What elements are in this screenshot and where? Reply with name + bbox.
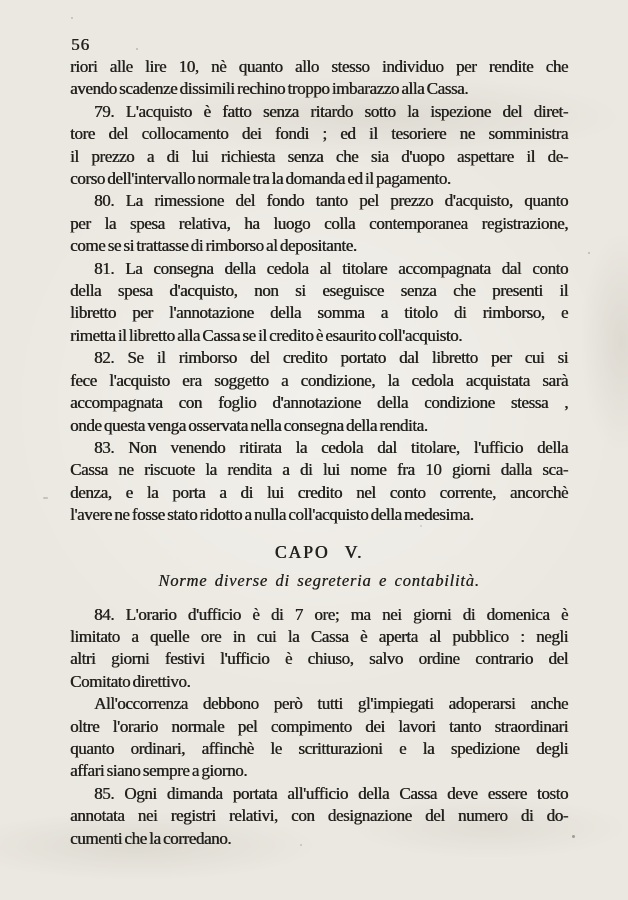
paragraph bbox=[70, 56, 568, 101]
text-block bbox=[70, 56, 568, 850]
text-line: corso dell'intervallo normale tra la domanda ed il pagamento. bbox=[70, 169, 451, 189]
text-line: fece l'acquisto era soggetto a condizione, la cedola acquistata sarà bbox=[70, 370, 568, 390]
paragraph bbox=[70, 258, 568, 348]
text-line: limitato a quelle ore in cui la Cassa è aperta al pubblico : negli bbox=[70, 626, 568, 646]
scan-speck bbox=[588, 252, 590, 254]
text-line: Comitato direttivo. bbox=[70, 671, 191, 691]
text-line: 81. La consegna della cedola al titolare accompagnata dal conto bbox=[94, 258, 568, 278]
scan-speck bbox=[71, 17, 73, 19]
chapter-heading: CAPO V. bbox=[274, 541, 364, 562]
text-line: per la spesa relativa, ha luogo colla contemporanea registrazione, bbox=[70, 213, 568, 233]
text-line: libretto per l'annotazione della somma a titolo di rimborso, e bbox=[70, 303, 568, 323]
text-line: avendo scadenze dissimili rechino troppo imbarazzo alla Cassa. bbox=[70, 79, 469, 99]
paragraph bbox=[70, 604, 568, 694]
text-line: quanto ordinari, affinchè le scritturazioni e la spedizione degli bbox=[70, 738, 568, 758]
text-line: oltre l'orario normale pel compimento dei lavori tanto straordinari bbox=[70, 716, 568, 736]
scan-speck bbox=[136, 48, 138, 50]
text-line: il prezzo a di lui richiesta senza che sia d'uopo aspettare il de- bbox=[70, 146, 568, 166]
text-line: rimetta il libretto alla Cassa se il credito è esaurito coll'acquisto. bbox=[70, 325, 463, 345]
text-line: 84. L'orario d'ufficio è di 7 ore; ma nei giorni di domenica è bbox=[94, 604, 568, 624]
page-number: 56 bbox=[71, 35, 90, 54]
chapter-subtitle: Norme diverse di segreteria e contabilità. bbox=[158, 570, 480, 590]
text-line: denza, e la porta a di lui credito nel conto corrente, ancorchè bbox=[70, 482, 568, 502]
text-line: accompagnata con foglio d'annotazione della condizione stessa , bbox=[70, 393, 568, 413]
paragraph bbox=[70, 693, 568, 783]
paragraph bbox=[70, 783, 568, 850]
text-line: affari siano sempre a giorno. bbox=[70, 761, 248, 781]
text-line: annotata nei registri relativi, con designazione del numero di do- bbox=[70, 806, 568, 826]
text-line: 85. Ogni dimanda portata all'ufficio della Cassa deve essere tosto bbox=[94, 783, 568, 803]
text-line: 82. Se il rimborso del credito portato dal libretto per cui si bbox=[94, 348, 568, 368]
scan-speck bbox=[43, 497, 48, 499]
text-line: Cassa ne riscuote la rendita a di lui nome fra 10 giorni dalla sca- bbox=[70, 460, 568, 480]
text-line: come se si trattasse di rimborso al depositante. bbox=[70, 236, 357, 256]
text-line: cumenti che la corredano. bbox=[70, 828, 232, 848]
text-line: della spesa d'acquisto, non si eseguisce senza che presenti il bbox=[70, 281, 568, 301]
scan-speck bbox=[420, 525, 422, 527]
text-line: 83. Non venendo ritirata la cedola dal titolare, l'ufficio della bbox=[94, 437, 568, 457]
paragraph bbox=[70, 190, 568, 257]
text-line: tore del collocamento dei fondi ; ed il tesoriere ne somministra bbox=[70, 124, 568, 144]
text-line: altri giorni festivi l'ufficio è chiuso, salvo ordine contrario del bbox=[70, 649, 568, 669]
text-line: All'occorrenza debbono però tutti gl'impiegati adoperarsi anche bbox=[94, 694, 568, 714]
text-line: 80. La rimessione del fondo tanto pel prezzo d'acquisto, quanto bbox=[94, 191, 568, 211]
text-line: onde questa venga osservata nella consegna della rendita. bbox=[70, 415, 428, 435]
text-line: l'avere ne fosse stato ridotto a nulla coll'acquisto della medesima. bbox=[70, 505, 474, 525]
paragraph bbox=[70, 437, 568, 527]
scan-speck bbox=[572, 835, 575, 838]
paragraph bbox=[70, 347, 568, 437]
text-line: 79. L'acquisto è fatto senza ritardo sotto la ispezione del diret- bbox=[94, 101, 568, 121]
scan-speck bbox=[300, 844, 302, 846]
paragraph bbox=[70, 101, 568, 191]
text-line: riori alle lire 10, nè quanto allo stesso individuo per rendite che bbox=[70, 57, 568, 76]
